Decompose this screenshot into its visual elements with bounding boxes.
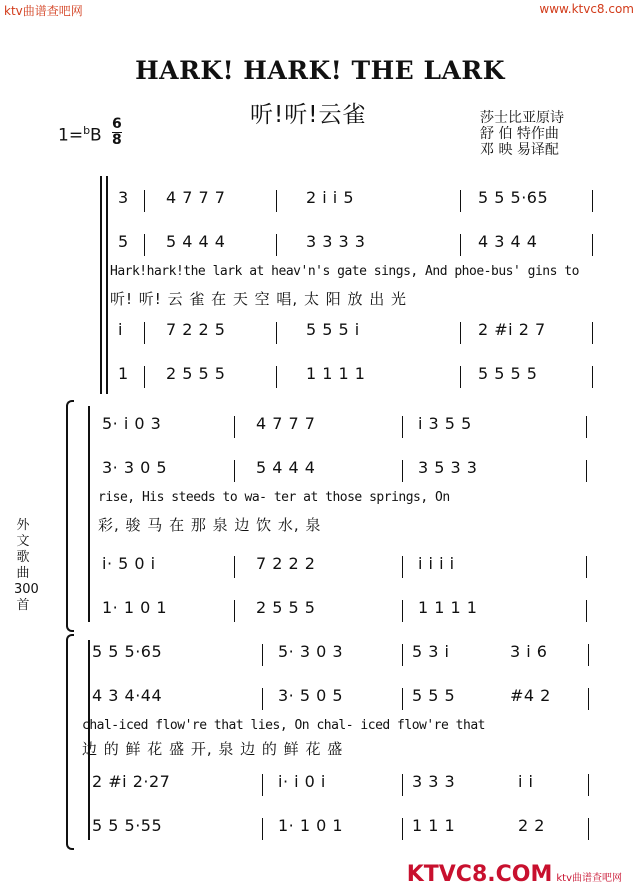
measure-cell: 2 #i 2·27 [92, 772, 171, 791]
measure-cell: 2 5 5 5 [256, 598, 316, 617]
measure-cell: i 3 5 5 [418, 414, 472, 433]
soprano-row [66, 414, 640, 440]
lyrics-chinese [100, 288, 640, 314]
measure-cell: 3 [118, 188, 129, 207]
credit-translator: 邓 映 易译配 [480, 142, 559, 158]
bass-row [66, 598, 640, 624]
measure-cell: i i i i [418, 554, 455, 573]
song-title: HARK! HARK! THE LARK [135, 56, 505, 85]
measure-cell: 1 1 1 1 [418, 598, 478, 617]
measure-cell: i i [518, 772, 534, 791]
tenor-row [100, 320, 640, 346]
lyrics-english [66, 490, 640, 516]
song-subtitle: 听!听!云雀 [250, 102, 367, 128]
key-flat: b [83, 124, 91, 137]
measure-cell: 1· 1 0 1 [278, 816, 344, 835]
measure-cell: 3· 3 0 5 [102, 458, 168, 477]
credit-poet: 莎士比亚原诗 [480, 110, 564, 126]
watermark-right: www.ktvc8.com [539, 2, 634, 16]
measure-cell: 3 3 3 [412, 772, 456, 791]
alto-row [66, 686, 640, 712]
measure-cell: i· i 0 i [278, 772, 326, 791]
lyrics-english [100, 264, 640, 290]
measure-cell: 4 3 4 4 [478, 232, 538, 251]
measure-cell: 4 7 7 7 [256, 414, 316, 433]
tenor-row [66, 554, 640, 580]
measure-cell: 1 1 1 1 [306, 364, 366, 383]
measure-cell: 2 5 5 5 [166, 364, 226, 383]
time-signature [112, 117, 122, 148]
key-note: B [90, 125, 102, 146]
measure-cell: 5 3 i [412, 642, 450, 661]
measure-cell: i [118, 320, 123, 339]
score-system-1 [100, 176, 600, 396]
footer-logo [407, 862, 622, 887]
measure-cell: 5· i 0 3 [102, 414, 162, 433]
measure-cell: 7 2 2 5 [166, 320, 226, 339]
lyrics-chinese-text: 边 的 鲜 花 盛 开, 泉 边 的 鲜 花 盛 [82, 740, 344, 758]
measure-cell: 5 [118, 232, 129, 251]
time-sig-bottom: 8 [112, 132, 122, 148]
measure-cell: 1 [118, 364, 129, 383]
time-sig-top: 6 [112, 116, 122, 132]
measure-cell: 7 2 2 2 [256, 554, 316, 573]
footer-logo-small: ktv曲谱查吧网 [556, 873, 622, 884]
measure-cell: 5 4 4 4 [166, 232, 226, 251]
lyrics-english-text: rise, His steeds to wa- ter at those springs, On [98, 490, 450, 505]
soprano-row [66, 642, 640, 668]
measure-cell: 5 5 5 [412, 686, 456, 705]
measure-cell: #4 2 [510, 686, 551, 705]
bass-row [100, 364, 640, 390]
alto-row [66, 458, 640, 484]
watermark-left: ktv曲谱查吧网 [4, 4, 83, 18]
measure-cell: 3· 5 0 5 [278, 686, 344, 705]
key-signature [58, 124, 102, 146]
measure-cell: 5· 3 0 3 [278, 642, 344, 661]
measure-cell: 5 5 5 i [306, 320, 360, 339]
credits [480, 110, 564, 158]
measure-cell: 4 3 4·44 [92, 686, 163, 705]
tenor-row [66, 772, 640, 798]
measure-cell: 2 i i 5 [306, 188, 355, 207]
measure-cell: 3 3 3 3 [306, 232, 366, 251]
alto-row [100, 232, 640, 258]
side-book-label: 外文歌曲300首 [14, 518, 39, 613]
lyrics-chinese-text: 彩, 骏 马 在 那 泉 边 饮 水, 泉 [98, 516, 322, 534]
score-system-2 [66, 400, 600, 630]
measure-cell: i· 5 0 i [102, 554, 156, 573]
lyrics-chinese [66, 738, 640, 764]
lyrics-english-text: chal-iced flow're that lies, On chal- iced flow're that [82, 718, 485, 733]
footer-logo-main: KTVC8.COM [406, 862, 553, 887]
measure-cell: 5 5 5 5 [478, 364, 538, 383]
measure-cell: 4 7 7 7 [166, 188, 226, 207]
lyrics-chinese [66, 514, 640, 540]
lyrics-english-text: Hark!hark!the lark at heav'n's gate sings, And phoe-bus' gins to [110, 264, 579, 279]
measure-cell: 1· 1 0 1 [102, 598, 168, 617]
key-prefix: 1= [58, 125, 84, 146]
measure-cell: 2 #i 2 7 [478, 320, 546, 339]
score-system-3 [66, 634, 600, 848]
measure-cell: 3 5 3 3 [418, 458, 478, 477]
lyrics-chinese-text: 听! 听! 云 雀 在 天 空 唱, 太 阳 放 出 光 [110, 290, 408, 308]
measure-cell: 5 5 5·55 [92, 816, 163, 835]
bass-row [66, 816, 640, 842]
measure-cell: 5 5 5·65 [478, 188, 549, 207]
soprano-row [100, 188, 640, 214]
credit-composer: 舒 伯 特作曲 [480, 126, 559, 142]
measure-cell: 5 5 5·65 [92, 642, 163, 661]
measure-cell: 1 1 1 [412, 816, 456, 835]
measure-cell: 2 2 [518, 816, 545, 835]
measure-cell: 5 4 4 4 [256, 458, 316, 477]
measure-cell: 3 i 6 [510, 642, 548, 661]
